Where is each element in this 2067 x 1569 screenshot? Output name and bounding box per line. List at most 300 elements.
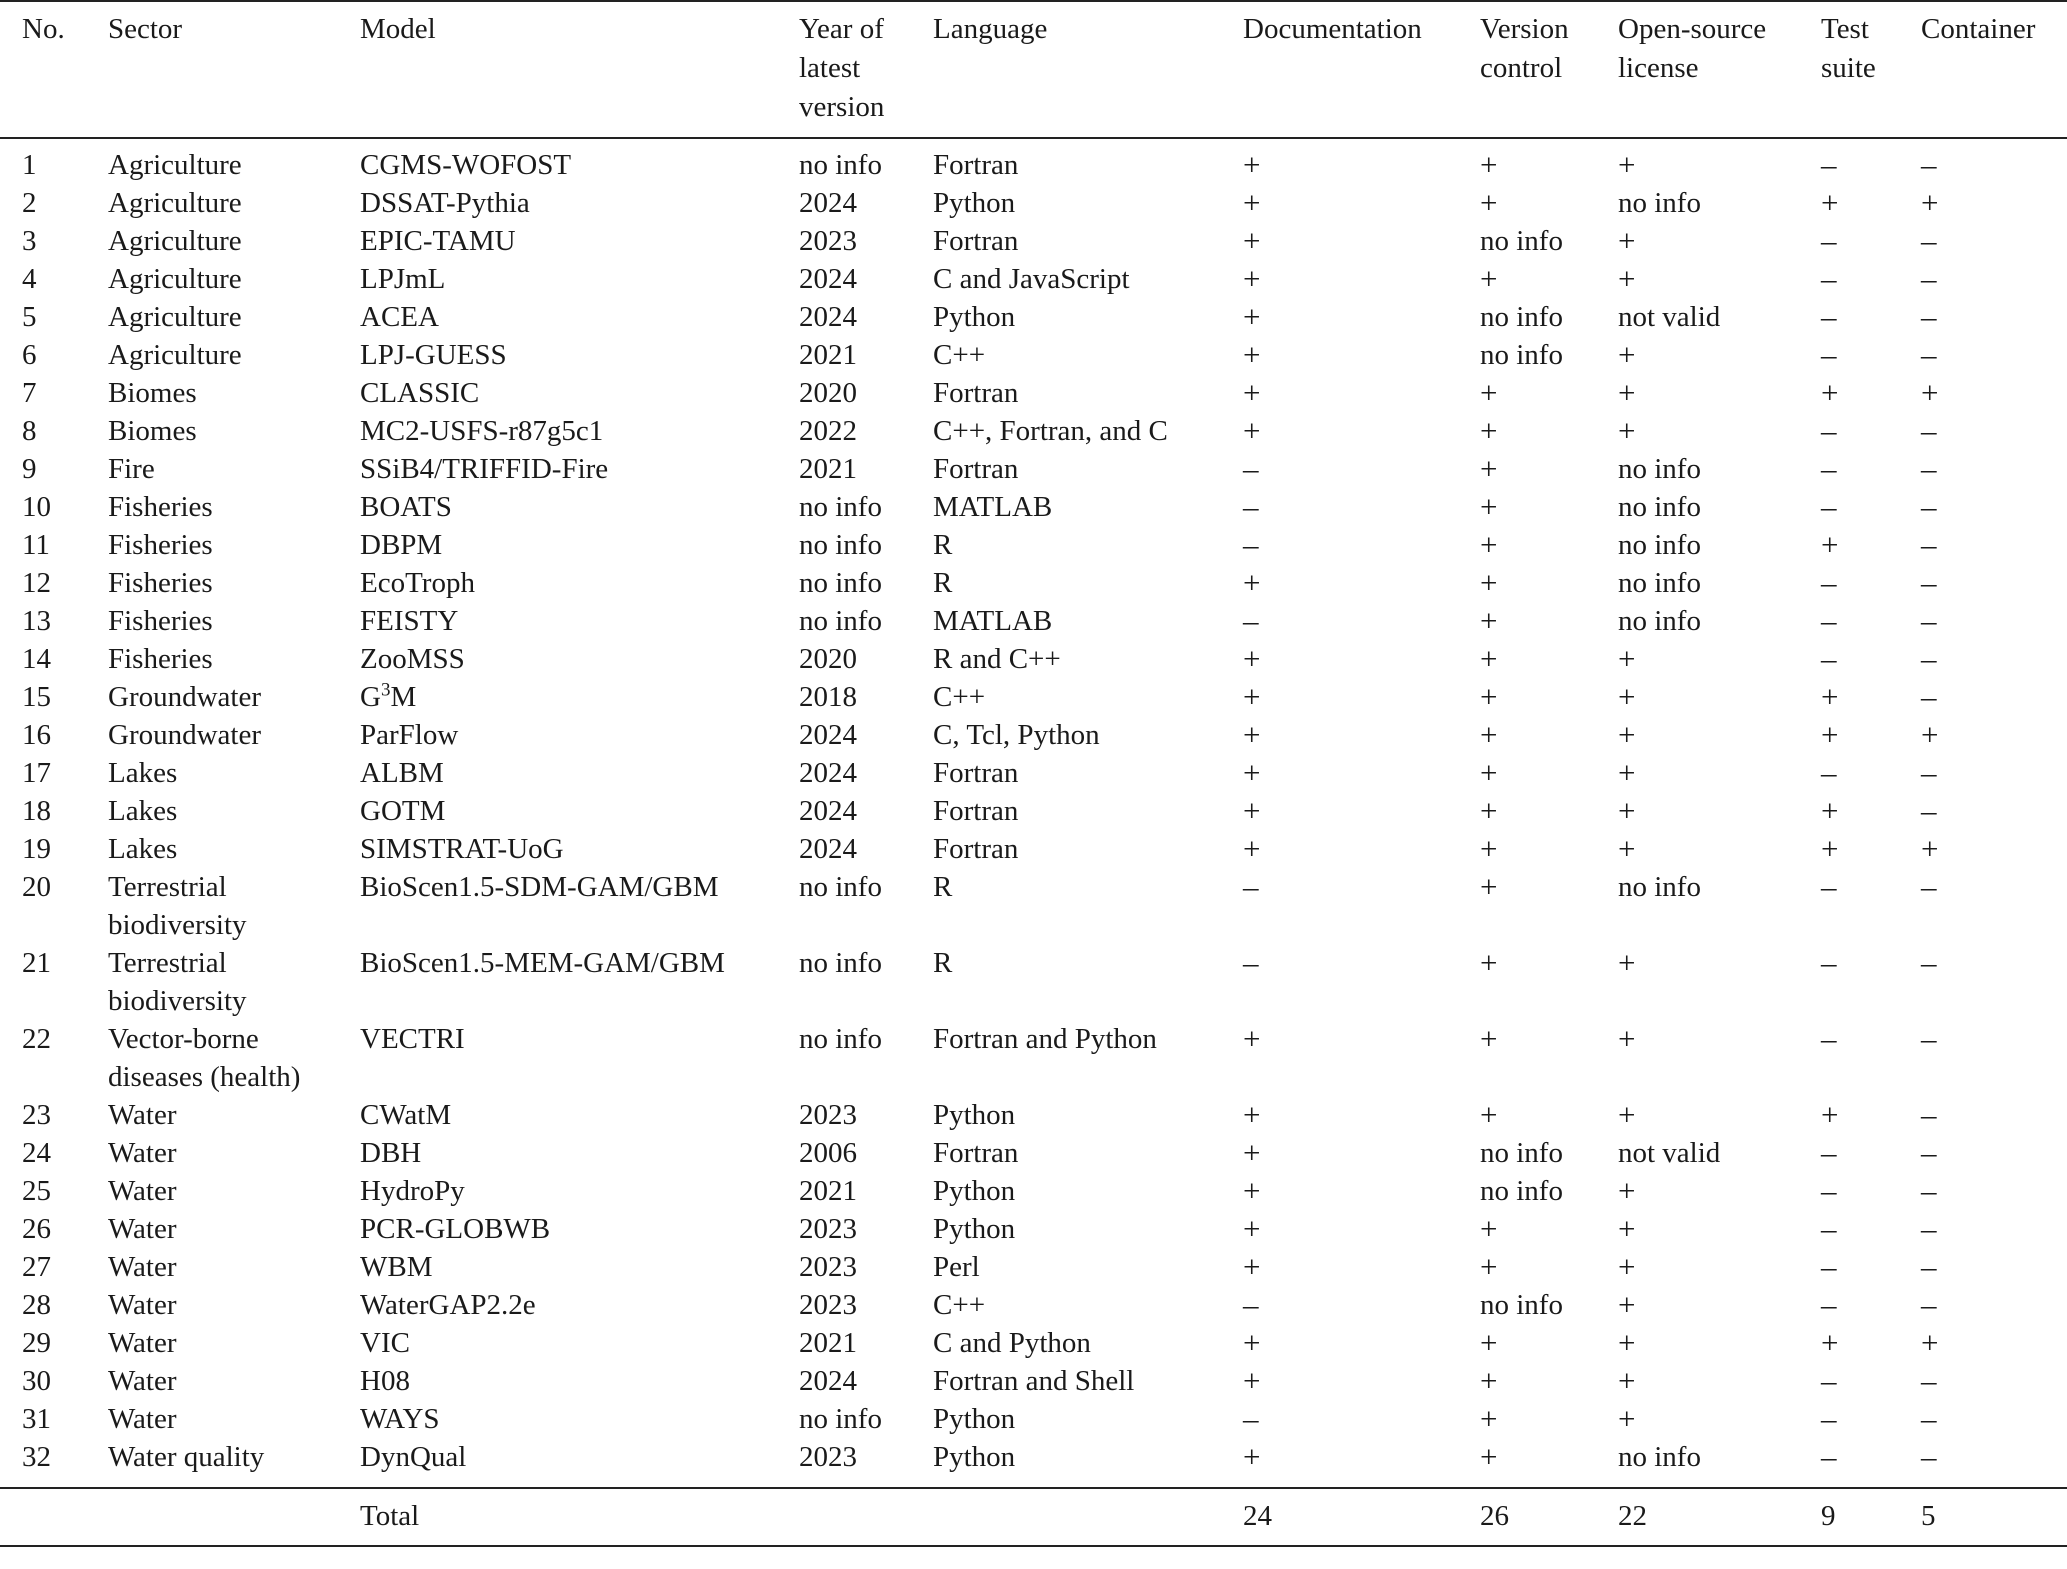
table-row [0, 564, 2067, 602]
cell-sector: Water quality [108, 1441, 265, 1473]
cell-year: 2023 [799, 1213, 857, 1245]
cell-container: – [1921, 299, 1937, 334]
cell-year: 2018 [799, 681, 857, 713]
cell-year: 2020 [799, 643, 857, 675]
cell-model: GOTM [360, 795, 446, 827]
cell-test-suite: – [1821, 1021, 1837, 1056]
cell-documentation: + [1243, 1021, 1261, 1056]
cell-sector: Agriculture [108, 225, 242, 257]
cell-year: 2022 [799, 415, 857, 447]
cell-model: CWatM [360, 1099, 452, 1131]
cell-model: CLASSIC [360, 377, 480, 409]
cell-no: 26 [22, 1213, 51, 1245]
cell-model: DBPM [360, 529, 443, 561]
cell-version-control: no info [1480, 225, 1563, 257]
header-documentation: Documentation [1243, 13, 1422, 45]
cell-documentation: + [1243, 717, 1261, 752]
cell-test-suite: + [1821, 527, 1839, 562]
cell-model: VIC [360, 1327, 410, 1359]
cell-no: 8 [22, 415, 37, 447]
cell-model: WBM [360, 1251, 433, 1283]
cell-test-suite: – [1821, 261, 1837, 296]
table-header [0, 1, 2067, 138]
cell-model: WAYS [360, 1403, 440, 1435]
cell-documentation: + [1243, 831, 1261, 866]
cell-container: – [1921, 1249, 1937, 1284]
total-documentation: 24 [1243, 1500, 1272, 1532]
cell-language: C++ [933, 1289, 986, 1321]
cell-documentation: – [1243, 527, 1259, 562]
cell-sector: Water [108, 1365, 177, 1397]
cell-no: 13 [22, 605, 51, 637]
cell-language: Fortran [933, 377, 1019, 409]
totals-empty-no [0, 1488, 108, 1546]
cell-language: Fortran [933, 833, 1019, 865]
cell-year: no info [799, 149, 882, 181]
cell-test-suite: – [1821, 451, 1837, 486]
cell-language: C++ [933, 339, 986, 371]
cell-model: PCR-GLOBWB [360, 1213, 551, 1245]
cell-sector: Terrestrial biodiversity [108, 947, 247, 1017]
cell-documentation: – [1243, 1401, 1259, 1436]
cell-version-control: no info [1480, 301, 1563, 333]
cell-version-control: + [1480, 831, 1498, 866]
cell-model: LPJmL [360, 263, 446, 295]
cell-year: no info [799, 567, 882, 599]
cell-language: C and JavaScript [933, 263, 1130, 295]
cell-version-control: + [1480, 375, 1498, 410]
cell-model: ParFlow [360, 719, 459, 751]
cell-version-control: no info [1480, 1137, 1563, 1169]
cell-container: – [1921, 1401, 1937, 1436]
cell-year: no info [799, 947, 882, 979]
cell-language: MATLAB [933, 605, 1053, 637]
cell-license: + [1618, 1249, 1636, 1284]
cell-sector: Agriculture [108, 263, 242, 295]
cell-no: 1 [22, 149, 37, 181]
cell-model: EcoTroph [360, 567, 475, 599]
cell-language: Perl [933, 1251, 980, 1283]
cell-language: Python [933, 1099, 1016, 1131]
cell-container: – [1921, 755, 1937, 790]
cell-test-suite: – [1821, 1211, 1837, 1246]
cell-language: Fortran [933, 149, 1019, 181]
cell-sector: Fisheries [108, 567, 213, 599]
table-row [0, 1400, 2067, 1438]
cell-test-suite: – [1821, 337, 1837, 372]
cell-year: 2024 [799, 1365, 857, 1397]
cell-documentation: + [1243, 1363, 1261, 1398]
cell-documentation: + [1243, 1249, 1261, 1284]
cell-license: + [1618, 1021, 1636, 1056]
cell-test-suite: – [1821, 1173, 1837, 1208]
cell-version-control: no info [1480, 1175, 1563, 1207]
cell-container: – [1921, 603, 1937, 638]
cell-container: – [1921, 413, 1937, 448]
cell-year: 2024 [799, 719, 857, 751]
cell-version-control: + [1480, 1021, 1498, 1056]
cell-container: – [1921, 1439, 1937, 1474]
cell-no: 3 [22, 225, 37, 257]
cell-sector: Water [108, 1289, 177, 1321]
cell-license: + [1618, 375, 1636, 410]
cell-no: 12 [22, 567, 51, 599]
table-row [0, 1248, 2067, 1286]
cell-year: 2023 [799, 1251, 857, 1283]
cell-license: + [1618, 1287, 1636, 1322]
cell-model: ALBM [360, 757, 444, 789]
cell-test-suite: – [1821, 1287, 1837, 1322]
cell-container: – [1921, 565, 1937, 600]
cell-license: no info [1618, 187, 1701, 219]
cell-documentation: + [1243, 147, 1261, 182]
cell-test-suite: + [1821, 717, 1839, 752]
cell-language: R [933, 947, 953, 979]
cell-documentation: + [1243, 375, 1261, 410]
cell-license: + [1618, 223, 1636, 258]
cell-documentation: + [1243, 1211, 1261, 1246]
cell-sector: Vector-borne diseases (health) [108, 1023, 301, 1093]
cell-container: – [1921, 337, 1937, 372]
cell-license: + [1618, 261, 1636, 296]
table-row [0, 1172, 2067, 1210]
cell-license: + [1618, 679, 1636, 714]
totals-empty-sector [108, 1488, 360, 1546]
cell-no: 7 [22, 377, 37, 409]
cell-year: no info [799, 1023, 882, 1055]
cell-model: DBH [360, 1137, 422, 1169]
cell-license: + [1618, 1401, 1636, 1436]
cell-container: – [1921, 223, 1937, 258]
cell-license: + [1618, 755, 1636, 790]
cell-year: no info [799, 871, 882, 903]
cell-container: – [1921, 679, 1937, 714]
header-language: Language [933, 13, 1048, 45]
cell-container: – [1921, 527, 1937, 562]
total-test-suite: 9 [1821, 1500, 1836, 1532]
cell-no: 20 [22, 871, 51, 903]
cell-model: MC2-USFS-r87g5c1 [360, 415, 604, 447]
cell-sector: Agriculture [108, 187, 242, 219]
cell-year: 2023 [799, 1099, 857, 1131]
cell-no: 11 [22, 529, 50, 561]
cell-documentation: – [1243, 1287, 1259, 1322]
cell-year: 2020 [799, 377, 857, 409]
cell-no: 5 [22, 301, 37, 333]
cell-container: – [1921, 261, 1937, 296]
cell-language: Fortran and Shell [933, 1365, 1135, 1397]
cell-language: R [933, 529, 953, 561]
cell-no: 6 [22, 339, 37, 371]
cell-year: 2021 [799, 339, 857, 371]
cell-license: no info [1618, 453, 1701, 485]
cell-documentation: + [1243, 1097, 1261, 1132]
cell-container: – [1921, 147, 1937, 182]
table-row [0, 792, 2067, 830]
cell-version-control: + [1480, 527, 1498, 562]
cell-version-control: + [1480, 793, 1498, 828]
cell-language: Python [933, 1213, 1016, 1245]
cell-no: 17 [22, 757, 51, 789]
cell-license: no info [1618, 605, 1701, 637]
cell-test-suite: + [1821, 1325, 1839, 1360]
header-test-suite: Test suite [1821, 13, 1876, 84]
cell-test-suite: + [1821, 1097, 1839, 1132]
cell-model: ACEA [360, 301, 439, 333]
table-row [0, 868, 2067, 944]
cell-documentation: + [1243, 755, 1261, 790]
cell-test-suite: – [1821, 1249, 1837, 1284]
cell-test-suite: – [1821, 641, 1837, 676]
cell-no: 27 [22, 1251, 51, 1283]
cell-model [360, 678, 799, 716]
cell-no: 30 [22, 1365, 51, 1397]
cell-year: 2023 [799, 1441, 857, 1473]
table-row [0, 1020, 2067, 1096]
cell-test-suite: – [1821, 755, 1837, 790]
cell-test-suite: + [1821, 375, 1839, 410]
table-row [0, 602, 2067, 640]
cell-license: + [1618, 147, 1636, 182]
table-row [0, 678, 2067, 716]
cell-test-suite: + [1821, 185, 1839, 220]
cell-no: 15 [22, 681, 51, 713]
model-name-suffix: M [390, 681, 417, 713]
cell-language: R [933, 871, 953, 903]
cell-license: + [1618, 793, 1636, 828]
table-footer [0, 1488, 2067, 1546]
cell-version-control: + [1480, 413, 1498, 448]
cell-year: no info [799, 529, 882, 561]
cell-test-suite: – [1821, 299, 1837, 334]
cell-test-suite: – [1821, 413, 1837, 448]
cell-container: – [1921, 1173, 1937, 1208]
cell-container: – [1921, 1363, 1937, 1398]
cell-no: 21 [22, 947, 51, 979]
header-row [0, 1, 2067, 138]
cell-documentation: – [1243, 451, 1259, 486]
cell-documentation: + [1243, 1325, 1261, 1360]
cell-sector: Biomes [108, 377, 197, 409]
model-name-base: G [360, 681, 381, 713]
cell-version-control: + [1480, 1363, 1498, 1398]
cell-license: + [1618, 945, 1636, 980]
cell-license: + [1618, 1173, 1636, 1208]
cell-model: H08 [360, 1365, 410, 1397]
cell-year: 2024 [799, 833, 857, 865]
cell-sector: Groundwater [108, 719, 262, 751]
cell-documentation: + [1243, 223, 1261, 258]
cell-test-suite: – [1821, 489, 1837, 524]
cell-language: Fortran [933, 453, 1019, 485]
cell-test-suite: – [1821, 1135, 1837, 1170]
cell-language: Fortran [933, 225, 1019, 257]
table-row [0, 944, 2067, 1020]
cell-sector: Water [108, 1327, 177, 1359]
cell-year: 2021 [799, 1175, 857, 1207]
cell-language: Python [933, 187, 1016, 219]
cell-model: LPJ-GUESS [360, 339, 507, 371]
cell-documentation: + [1243, 679, 1261, 714]
cell-sector: Water [108, 1251, 177, 1283]
cell-container: – [1921, 793, 1937, 828]
header-model: Model [360, 13, 436, 45]
cell-license: + [1618, 1363, 1636, 1398]
cell-sector: Groundwater [108, 681, 262, 713]
cell-container: + [1921, 185, 1939, 220]
cell-language: Python [933, 301, 1016, 333]
table-row [0, 526, 2067, 564]
cell-sector: Lakes [108, 757, 178, 789]
cell-container: – [1921, 1287, 1937, 1322]
cell-model: BOATS [360, 491, 452, 523]
cell-documentation: + [1243, 565, 1261, 600]
cell-sector: Fisheries [108, 605, 213, 637]
table-row [0, 336, 2067, 374]
cell-version-control: + [1480, 489, 1498, 524]
cell-sector: Agriculture [108, 149, 242, 181]
cell-model: CGMS-WOFOST [360, 149, 572, 181]
cell-version-control: + [1480, 755, 1498, 790]
totals-empty-year [799, 1488, 933, 1546]
cell-version-control: + [1480, 679, 1498, 714]
cell-year: 2024 [799, 263, 857, 295]
cell-model: ZooMSS [360, 643, 465, 675]
cell-documentation: + [1243, 413, 1261, 448]
cell-year: 2021 [799, 453, 857, 485]
table-row [0, 1362, 2067, 1400]
table-row [0, 754, 2067, 792]
cell-documentation: + [1243, 793, 1261, 828]
cell-container: – [1921, 1097, 1937, 1132]
cell-version-control: no info [1480, 339, 1563, 371]
cell-sector: Fire [108, 453, 155, 485]
cell-container: – [1921, 489, 1937, 524]
cell-documentation: + [1243, 641, 1261, 676]
cell-version-control: + [1480, 1211, 1498, 1246]
cell-version-control: + [1480, 869, 1498, 904]
cell-no: 32 [22, 1441, 51, 1473]
table-row [0, 1286, 2067, 1324]
cell-version-control: + [1480, 185, 1498, 220]
cell-documentation: + [1243, 337, 1261, 372]
cell-container: – [1921, 945, 1937, 980]
cell-model: BioScen1.5-SDM-GAM/GBM [360, 871, 719, 903]
cell-model: DynQual [360, 1441, 467, 1473]
cell-sector: Terrestrial biodiversity [108, 871, 247, 941]
cell-test-suite: – [1821, 945, 1837, 980]
table-row [0, 184, 2067, 222]
cell-version-control: + [1480, 641, 1498, 676]
total-version-control: 26 [1480, 1500, 1509, 1532]
cell-language: R and C++ [933, 643, 1061, 675]
cell-license: + [1618, 337, 1636, 372]
cell-model: FEISTY [360, 605, 459, 637]
header-no: No. [22, 13, 65, 45]
cell-test-suite: – [1821, 869, 1837, 904]
cell-version-control: + [1480, 261, 1498, 296]
cell-license: no info [1618, 491, 1701, 523]
cell-license: + [1618, 641, 1636, 676]
cell-documentation: + [1243, 1173, 1261, 1208]
table-row [0, 1096, 2067, 1134]
cell-license: not valid [1618, 301, 1721, 333]
cell-language: Python [933, 1441, 1016, 1473]
cell-container: – [1921, 1021, 1937, 1056]
table-row [0, 1438, 2067, 1488]
cell-sector: Lakes [108, 833, 178, 865]
cell-container: – [1921, 1135, 1937, 1170]
cell-version-control: + [1480, 147, 1498, 182]
cell-container: – [1921, 451, 1937, 486]
cell-language: C++, Fortran, and C [933, 415, 1168, 447]
cell-test-suite: – [1821, 603, 1837, 638]
cell-no: 23 [22, 1099, 51, 1131]
cell-sector: Agriculture [108, 339, 242, 371]
cell-no: 14 [22, 643, 51, 675]
cell-license: + [1618, 1211, 1636, 1246]
header-sector: Sector [108, 13, 183, 45]
cell-license: + [1618, 717, 1636, 752]
cell-language: C, Tcl, Python [933, 719, 1100, 751]
table-row [0, 450, 2067, 488]
cell-container: + [1921, 717, 1939, 752]
cell-documentation: – [1243, 869, 1259, 904]
cell-sector: Lakes [108, 795, 178, 827]
cell-version-control: no info [1480, 1289, 1563, 1321]
cell-year: 2021 [799, 1327, 857, 1359]
cell-version-control: + [1480, 451, 1498, 486]
header-version-control: Version control [1480, 13, 1569, 84]
table-body [0, 138, 2067, 1488]
totals-row [0, 1488, 2067, 1546]
table-row [0, 1134, 2067, 1172]
table-row [0, 716, 2067, 754]
cell-year: 2024 [799, 301, 857, 333]
cell-test-suite: – [1821, 1363, 1837, 1398]
cell-sector: Fisheries [108, 529, 213, 561]
cell-year: 2023 [799, 1289, 857, 1321]
cell-container: + [1921, 831, 1939, 866]
cell-sector: Fisheries [108, 491, 213, 523]
cell-no: 10 [22, 491, 51, 523]
cell-documentation: – [1243, 489, 1259, 524]
cell-test-suite: + [1821, 793, 1839, 828]
cell-year: 2024 [799, 795, 857, 827]
cell-year: 2024 [799, 187, 857, 219]
cell-language: Fortran [933, 757, 1019, 789]
cell-model: BioScen1.5-MEM-GAM/GBM [360, 947, 725, 979]
table-row [0, 298, 2067, 336]
cell-documentation: + [1243, 261, 1261, 296]
cell-no: 22 [22, 1023, 51, 1055]
cell-documentation: – [1243, 603, 1259, 638]
cell-no: 31 [22, 1403, 51, 1435]
cell-sector: Water [108, 1099, 177, 1131]
cell-no: 28 [22, 1289, 51, 1321]
totals-empty-language [933, 1488, 1243, 1546]
cell-year: 2024 [799, 757, 857, 789]
cell-no: 16 [22, 719, 51, 751]
cell-license: + [1618, 413, 1636, 448]
header-year: Year of latest version [799, 13, 885, 123]
header-container: Container [1921, 13, 2036, 45]
cell-test-suite: – [1821, 147, 1837, 182]
cell-no: 4 [22, 263, 37, 295]
cell-version-control: + [1480, 1097, 1498, 1132]
cell-model: DSSAT-Pythia [360, 187, 530, 219]
cell-language: Python [933, 1175, 1016, 1207]
